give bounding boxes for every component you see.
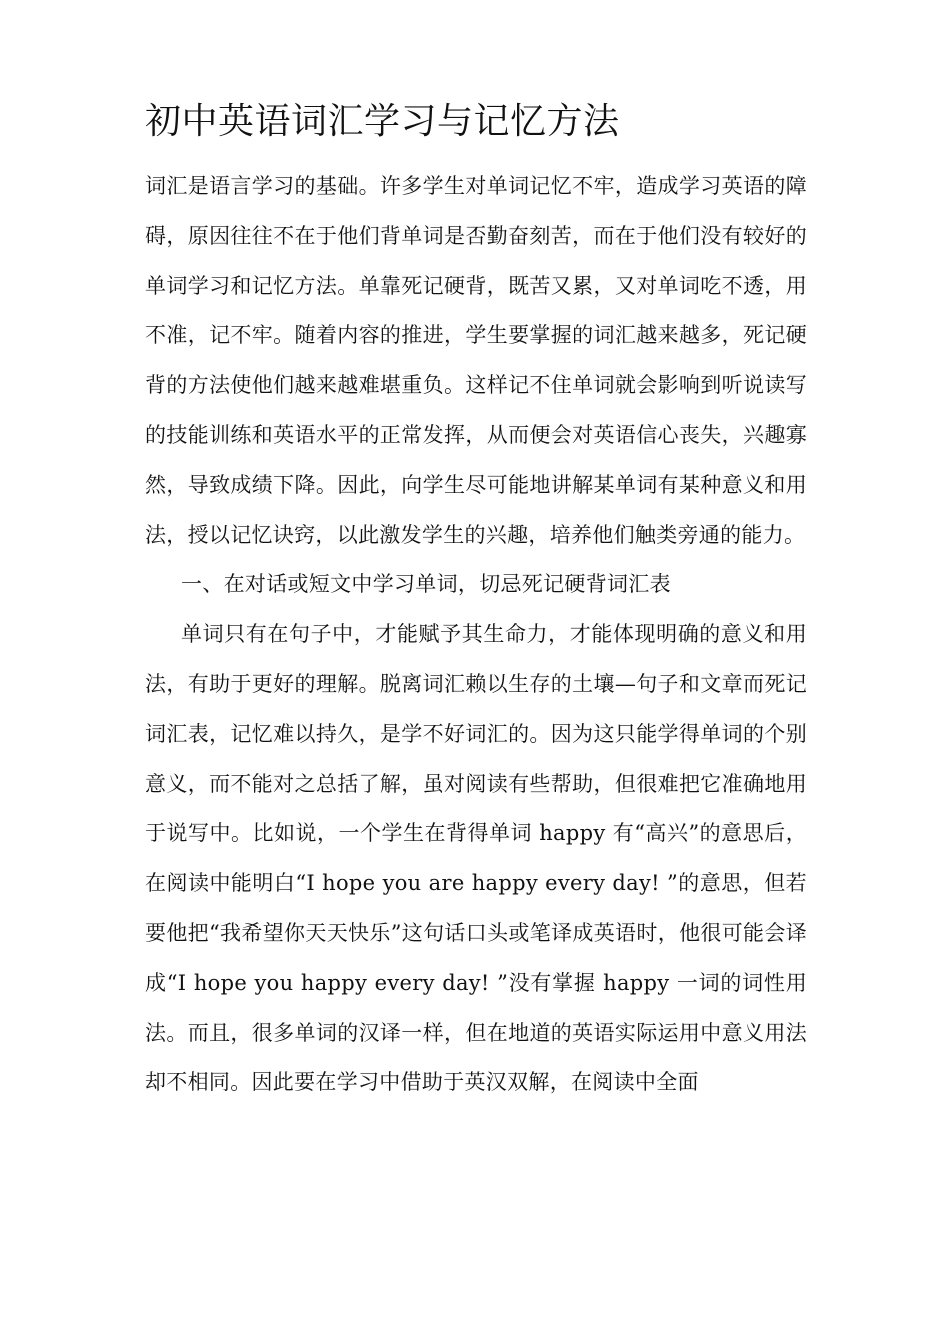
document-title: 初中英语词汇学习与记忆方法	[145, 101, 620, 142]
intro-paragraph: 词汇是语言学习的基础。许多学生对单词记忆不牢，造成学习英语的障碍，原因往往不在于他们背单词是否勤奋刻苦，而在于他们没有较好的单词学习和记忆方法。单靠死记硬背，既苦又累，又对单词吃不透，用不准，记不牢。随着内容的推进，学生要掌握的词汇越来越多，死记硬背的方法使他们越来越难堪重负。这样记不住单词就会影响到听说读写的技能训练和英语水平的正常发挥，从而便会对英语信心丧失，兴趣寡然，导致成绩下降。因此，向学生尽可能地讲解某单词有某种意义和用法，授以记忆诀窍，以此激发学生的兴趣，培养他们触类旁通的能力。	[145, 174, 807, 547]
section-heading: 一、在对话或短文中学习单词，切忌死记硬背词汇表	[181, 572, 671, 597]
document-body	[145, 162, 807, 1108]
section-paragraph: 单词只有在句子中，才能赋予其生命力，才能体现明确的意义和用法，有助于更好的理解。脱离词汇赖以生存的土壤—句子和文章而死记词汇表，记忆难以持久，是学不好词汇的。因为这只能学得单词的个别意义，而不能对之总括了解，虽对阅读有些帮助，但很难把它准确地用于说写中。比如说，一个学生在背得单词 happy 有“高兴”的意思后，在阅读中能明白“I hope you are happy every day! ”的意思，但若要他把“我希望你天天快乐”这句话口头或笔译成英语时，他很可能会译成“I hope you happy every day! ”没有掌握 happy 一词的词性用法。而且，很多单词的汉译一样，但在地道的英语实际运用中意义用法却不相同。因此要在学习中借助于英汉双解，在阅读中全面	[145, 622, 807, 1095]
